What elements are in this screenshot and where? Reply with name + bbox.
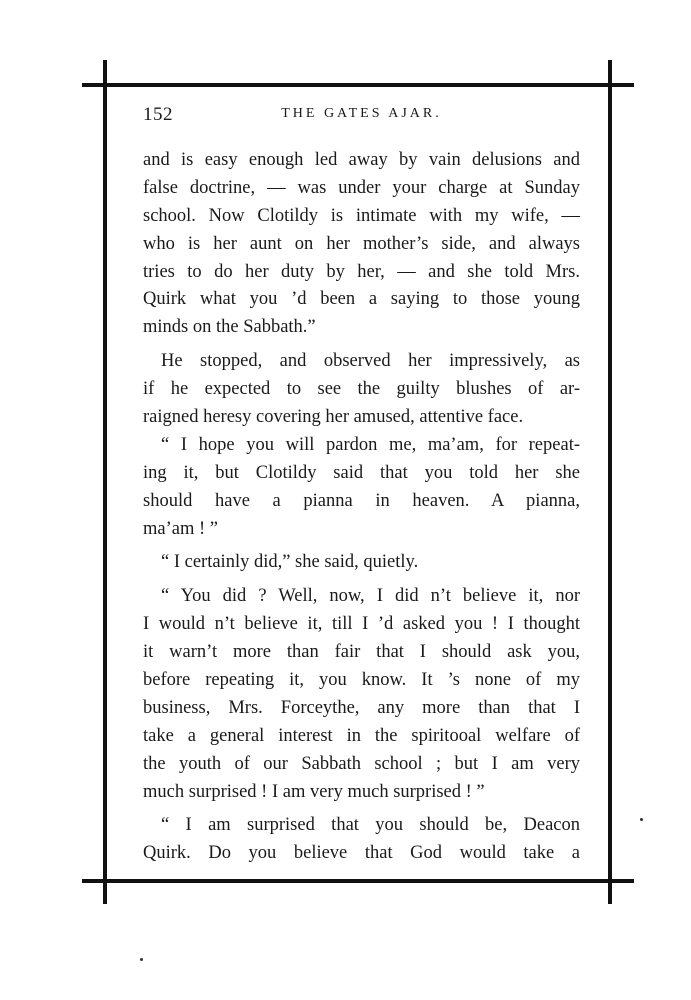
frame-rule-right: [608, 60, 612, 904]
text-line: ing it, but Clotildy said that you told her she: [143, 462, 580, 483]
text-line: business, Mrs. Forceythe, any more than that I: [143, 697, 580, 718]
text-line: minds on the Sabbath.”: [143, 317, 316, 338]
text-line: Quirk. Do you believe that God would take a: [143, 843, 580, 864]
text-line: school. Now Clotildy is intimate with my wife, —: [143, 205, 580, 226]
running-title: THE GATES AJAR.: [281, 106, 442, 121]
text-line: if he expected to see the guilty blushes of ar-: [143, 379, 580, 400]
text-line: He stopped, and observed her impressively, as: [161, 351, 580, 372]
text-line: it warn’t more than fair that I should ask you,: [143, 642, 580, 663]
text-line: and is easy enough led away by vain delusions and: [143, 150, 580, 170]
text-line: the youth of our Sabbath school ; but I am very: [143, 753, 580, 774]
page-number: 152: [143, 104, 173, 125]
text-line: take a general interest in the spiritooal welfare of: [143, 725, 580, 746]
print-speck: [140, 958, 143, 961]
body-text: [143, 147, 580, 868]
frame-rule-left: [103, 60, 107, 904]
text-line: Quirk what you ’d been a saying to those young: [143, 289, 580, 310]
text-line: false doctrine, — was under your charge at Sunday: [143, 177, 580, 198]
text-line: “ You did ? Well, now, I did n’t believe it, nor: [161, 586, 580, 607]
text-line: “ I certainly did,” she said, quietly.: [161, 552, 419, 573]
text-line: I would n’t believe it, till I ’d asked you ! I thought: [143, 614, 580, 635]
text-line: should have a pianna in heaven. A pianna,: [143, 490, 580, 511]
text-line: much surprised ! I am very much surprised ! ”: [143, 781, 485, 802]
text-line: “ I hope you will pardon me, ma’am, for repeat-: [161, 434, 580, 455]
text-line: tries to do her duty by her, — and she told Mrs.: [143, 261, 580, 282]
text-line: “ I am surprised that you should be, Deacon: [161, 815, 580, 836]
page-header: [143, 104, 580, 130]
frame-rule-top: [82, 83, 634, 87]
text-line: before repeating it, you know. It ’s none of my: [143, 670, 580, 691]
text-line: ma’am ! ”: [143, 518, 218, 539]
text-line: raigned heresy covering her amused, attentive face.: [143, 407, 524, 428]
frame-rule-bottom: [82, 879, 634, 883]
print-speck: [640, 818, 643, 821]
text-line: who is her aunt on her mother’s side, and always: [143, 233, 580, 254]
